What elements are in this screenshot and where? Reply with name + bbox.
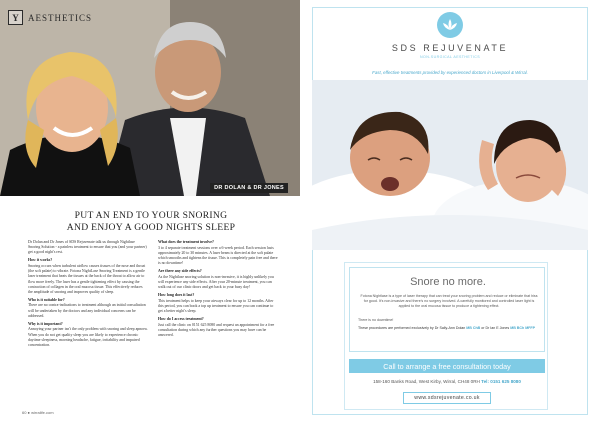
question-heading: How long does it last? — [158, 293, 195, 298]
question-heading: How do I access treatment? — [158, 316, 204, 321]
brand-logo — [8, 10, 92, 25]
company-tagline: Fast, effective treatments provided by experienced doctors in Liverpool & Wirral. — [372, 70, 528, 75]
question-heading: Who is it suitable for? — [28, 297, 65, 302]
panel-title: Snore no more. — [410, 276, 486, 288]
page-folio: 60 ● wirralife.com — [22, 410, 54, 415]
article-body — [28, 240, 278, 351]
headline-line-2: AND ENJOY A GOOD NIGHTS SLEEP — [66, 222, 236, 233]
answer-paragraph: There are no contra-indications to treatment although an initial consultation will be undertaken by the doctors and any individual concerns can be addressed. — [28, 303, 146, 318]
brand-mark-icon: Y — [8, 10, 23, 25]
website-link[interactable]: www.sdsrejuvenate.co.uk — [403, 392, 491, 404]
brand-name: AESTHETICS — [28, 12, 92, 23]
company-subtitle: NON-SURGICAL AESTHETICS — [420, 55, 480, 59]
answer-paragraph: Annoying your partner isn't the only problem with snoring and sleep apnoea. When you do not get quality sleep you are likely to experience chronic daytime sleepiness, morning headache, fatigue, irritability and impaired concentration. — [28, 327, 148, 347]
doctors-photo — [0, 0, 300, 196]
offer-panel — [344, 262, 548, 410]
phone-number[interactable]: 0151 625 8080 — [490, 379, 521, 384]
practitioner-text — [358, 326, 540, 331]
snoring-couple-photo — [312, 80, 588, 250]
article-column-right — [158, 240, 278, 351]
answer-paragraph: Just call the clinic on 0151 625 8080 and request an appointment for a free consultation during which any further questions you may have can be answered. — [158, 322, 275, 338]
answer-paragraph: As the Nightlase snoring solution is non-invasive, it is highly unlikely you will experience any side effects. After your 20-minute treatment, you can walk out of our clinic doors and get back to your busy day! — [158, 274, 274, 290]
photo-caption: DR DOLAN & DR JONES — [210, 183, 288, 193]
info-box — [349, 267, 545, 352]
practitioner-lead: These procedures are performed exclusively by Dr Sally-Ann Dolan — [358, 326, 466, 330]
question-heading: Why is it important? — [28, 321, 63, 326]
lotus-icon — [437, 12, 463, 38]
answer-paragraph: 3 to 4 separate treatment sessions over a 6-week period. Each session lasts approximately 20 to 30 minutes. A laser beam is directed at the soft palate which smooths and tightens the tissue. This is completely pain free and there is no downtime! — [158, 245, 278, 266]
question-heading: Are there any side effects? — [158, 269, 202, 274]
tel-label: Tel: — [481, 379, 489, 384]
answer-paragraph: This treatment helps to keep your airways clear for up to 12 months. After this period, you can book a top up treatment to ensure you can continue to get a better night's sleep. — [158, 298, 274, 314]
right-page — [300, 0, 600, 424]
doctors-illustration — [0, 0, 300, 196]
headline-line-1: PUT AN END TO YOUR SNORING — [74, 210, 228, 221]
company-name: SDS REJUVENATE — [391, 43, 509, 53]
no-downtime-text: There is no downtime! — [358, 318, 394, 322]
snoring-illustration — [312, 80, 588, 250]
article-column-left — [28, 240, 148, 351]
intro-paragraph: Dr Dolan and Dr Jones of SDS Rejuvenate talk us through Nightlase Snoring Solution - a painless treatment to ensure that you (and your partner) get a good night's rest. — [28, 240, 147, 255]
question-heading: What does the treatment involve? — [158, 240, 214, 244]
doctor-2-credentials: MB BCh MFFP — [510, 326, 535, 330]
article-headline — [20, 210, 282, 234]
address-text: 158-160 Banks Road, West Kirby, Wirral, CH48 0RH — [373, 379, 480, 384]
consultation-cta[interactable]: Call to arrange a free consultation today — [349, 359, 545, 373]
question-heading: How it works? — [28, 258, 53, 263]
doctor-1-credentials: MB ChB — [466, 326, 481, 330]
answer-paragraph: Snoring occurs when turbulent airflow causes tissues of the nose and throat (the soft palate) to vibrate. Fotona NightLase Snoring Treatment is a gentle laser treatment that heats the tissues at the back of the throat to allow air to flow more freely. The laser has a gentle tightening effect by causing the contraction of collagen in the oral mucosa tissue. This effectively reduces the amplitude of snoring and improves quality of sleep. — [28, 263, 146, 294]
panel-description: Fotona Nightlase is a type of laser therapy that can treat your snoring problem and reduce or eliminate that hiss for good. It's non-invasive and there's no surgery involved. A carefully monitored and controlled laser light is applied to the oral mucosa tissue to produce a tightening effect. — [360, 294, 538, 308]
practitioner-mid: or Dr Ian E Jones — [481, 326, 510, 330]
clinic-address — [345, 379, 549, 384]
